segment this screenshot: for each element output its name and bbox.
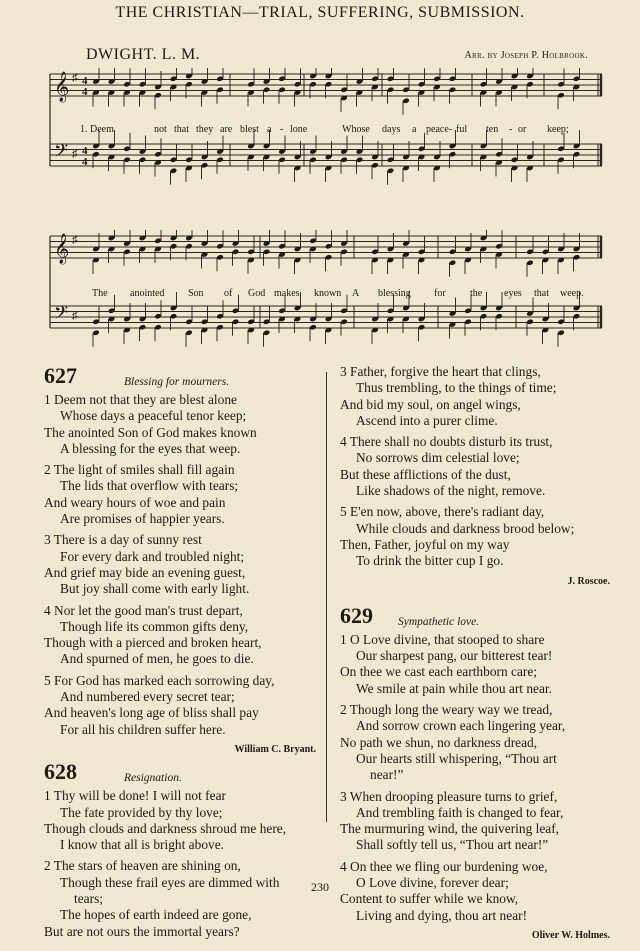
hymn-627 xyxy=(44,363,316,758)
lyric-syllable: the xyxy=(470,288,483,299)
lyric-syllable: known xyxy=(314,288,342,299)
hymn-title: Blessing for mourners. xyxy=(124,376,230,388)
stanza xyxy=(340,702,610,783)
stanza-line: We smile at pain while thou art near. xyxy=(356,680,553,696)
hymn-628 xyxy=(44,759,316,940)
lyric-syllable: makes xyxy=(274,288,300,299)
hymn-number: 629 xyxy=(340,602,373,628)
stanza-line: To drink the bitter cup I go. xyxy=(356,553,504,569)
stanza-line: Our sharpest pang, our bitterest tear! xyxy=(356,648,553,664)
sharp-icon: ♯ xyxy=(72,72,78,84)
stanza-line: 4 Nor let the good man's trust depart, xyxy=(44,602,243,618)
right-column xyxy=(340,364,610,944)
stanza-line: Like shadows of the night, remove. xyxy=(356,483,546,499)
tune-name: DWIGHT. L. M. xyxy=(86,46,201,63)
stanza-line: 1 Deem not that they are blest alone xyxy=(44,392,237,407)
lyric-syllable: that xyxy=(174,124,189,135)
lyric-syllable: blest xyxy=(240,124,259,135)
stanza-line: Shall softly tell us, “Thou art near!” xyxy=(356,837,549,853)
page-number: 230 xyxy=(311,880,329,894)
lyric-syllable: anointed xyxy=(130,288,165,299)
lyric-syllable: God xyxy=(248,288,266,299)
stanza-line: For every dark and troubled night; xyxy=(60,548,245,564)
stanza-line: The murmuring wind, the quivering leaf, xyxy=(340,821,560,837)
lyric-syllable: that xyxy=(534,288,549,299)
hymn-author: William C. Bryant. xyxy=(234,743,316,755)
stanza-line: 4 There shall no doubts disturb its trust, xyxy=(340,434,553,450)
stanza xyxy=(44,603,316,668)
sharp-icon: ♯ xyxy=(72,148,78,160)
lyric-syllable: Whose xyxy=(342,124,370,135)
stanza-line: The lids that overflow with tears; xyxy=(60,478,239,494)
stanza-line: Though clouds and darkness shroud me here, xyxy=(44,820,287,836)
stanza-line: And trembling faith is changed to fear, xyxy=(356,804,564,820)
lyric-syllable: The xyxy=(92,288,108,299)
bass-clef-icon: 𝄢 xyxy=(54,303,69,328)
stanza-line: But these afflictions of the dust, xyxy=(340,466,511,482)
music-system-2 xyxy=(46,230,606,360)
lyric-syllable: Son xyxy=(188,288,204,299)
stanza-line: O Love divine, forever dear; xyxy=(356,875,509,891)
lyric-syllable: ful xyxy=(456,124,468,135)
stanza-line: 3 Father, forgive the heart that clings, xyxy=(340,364,541,379)
stanza-line: And numbered every secret tear; xyxy=(60,689,235,705)
stanza-line: Are promises of happier years. xyxy=(60,511,225,527)
sharp-icon: ♯ xyxy=(72,234,78,246)
lyric-syllable: of xyxy=(224,288,233,299)
stanza-line: Whose days a peaceful tenor keep; xyxy=(60,408,247,424)
hymn-number: 627 xyxy=(44,363,77,388)
stanza-line: Thus trembling, to the things of time; xyxy=(356,380,557,396)
stanza xyxy=(44,462,316,527)
stanza-line: The hopes of earth indeed are gone, xyxy=(60,907,252,923)
stanza-line: The fate provided by thy love; xyxy=(60,804,223,820)
stanza xyxy=(44,392,316,457)
lyric-syllable: keep; xyxy=(547,124,569,135)
stanza-line: Though these frail eyes are dimmed with xyxy=(60,874,280,890)
bass-clef-icon: 𝄢 xyxy=(54,141,69,166)
stanza-line: On thee we cast each earthborn care; xyxy=(340,664,538,680)
stanza xyxy=(44,858,316,939)
stanza-line: 1 Thy will be done! I will not fear xyxy=(44,788,226,804)
hymn-title: Sympathetic love. xyxy=(398,615,480,628)
sharp-icon: ♯ xyxy=(72,310,78,322)
treble-clef-icon: 𝄞 xyxy=(54,234,70,264)
lyric-syllable: blessing xyxy=(378,288,411,299)
time-signature: 4 xyxy=(82,86,88,98)
stanza-line: No sorrows dim celestial love; xyxy=(356,450,520,466)
hymn-title: Resignation. xyxy=(124,772,182,785)
stanza-line: 2 Though long the weary way we tread, xyxy=(340,702,553,718)
stanza-line: Though with a pierced and broken heart, xyxy=(44,635,262,651)
stanza-line: 1 O Love divine, that stooped to share xyxy=(340,631,545,647)
lyric-syllable: 1. Deem xyxy=(80,124,114,135)
arranger-credit: Arr. by Joseph P. Holbrook. xyxy=(464,50,588,61)
stanza-line: I know that all is bright above. xyxy=(60,837,225,853)
stanza-line: And grief may bide an evening guest, xyxy=(44,564,246,580)
stanza-line: 4 On thee we fling our burdening woe, xyxy=(340,858,548,874)
time-signature: 4 xyxy=(82,75,88,87)
stanza-line: 5 For God has marked each sorrowing day, xyxy=(44,672,275,688)
stanza-line: And weary hours of woe and pain xyxy=(44,494,226,510)
stanza-line: Ascend into a purer clime. xyxy=(356,412,498,428)
hymn-author: J. Roscoe. xyxy=(567,575,610,587)
stanza-line: For all his children suffer here. xyxy=(60,721,226,737)
lyric-syllable: for xyxy=(434,288,446,299)
time-signature: 4 xyxy=(82,156,88,168)
stanza xyxy=(44,532,316,597)
lyric-syllable: days xyxy=(382,124,401,135)
stanza xyxy=(340,789,610,854)
stanza-line: The anointed Son of God makes known xyxy=(44,424,257,440)
lyric-syllable: not xyxy=(154,124,167,135)
column-divider xyxy=(326,372,327,822)
page-header: THE CHRISTIAN—TRIAL, SUFFERING, SUBMISSION. xyxy=(115,4,525,21)
stanza-line: But joy shall come with early light. xyxy=(60,581,250,597)
lyric-syllable: peace xyxy=(426,124,449,135)
lyric-syllable: A xyxy=(352,288,360,299)
treble-clef-icon: 𝄞 xyxy=(54,72,70,102)
stanza-line: No path we shun, no darkness dread, xyxy=(340,734,538,750)
music-system-1 xyxy=(46,68,606,198)
lyric-syllable: they xyxy=(196,124,214,135)
stanza-line: Our hearts still whispering, “Thou art xyxy=(356,750,557,766)
stanza-line: Content to suffer while we know, xyxy=(340,891,519,907)
stanza-line: 3 When drooping pleasure turns to grief, xyxy=(340,788,558,804)
lyric-syllable: eyes xyxy=(504,288,522,299)
lyric-syllable: a xyxy=(412,124,417,135)
left-column xyxy=(44,364,316,945)
lyric-syllable: lone xyxy=(290,124,308,135)
stanza xyxy=(44,673,316,738)
stanza-line: 2 The light of smiles shall fill again xyxy=(44,462,235,478)
staff-lines xyxy=(50,74,602,166)
stanza-line: Living and dying, thou art near! xyxy=(356,907,528,923)
stanza-line: A blessing for the eyes that weep. xyxy=(60,440,241,456)
lyric-syllable: ten xyxy=(486,124,499,135)
hymn-number: 628 xyxy=(44,759,77,785)
stanza-line: Though life its common gifts deny, xyxy=(60,618,249,634)
stanza-line: near!” xyxy=(370,767,404,783)
stanza-line: And heaven's long age of bliss shall pay xyxy=(44,705,259,721)
stanza xyxy=(340,434,610,499)
lyric-syllable: are xyxy=(220,124,233,135)
tune-info xyxy=(86,46,588,66)
lyric-syllable: or xyxy=(518,124,527,135)
stanza-line: 2 The stars of heaven are shining on, xyxy=(44,858,241,874)
stanza-line: 5 E'en now, above, there's radiant day, xyxy=(340,504,545,520)
lyric-syllable: - xyxy=(280,124,284,135)
stanza-line: And sorrow crown each lingering year, xyxy=(356,718,566,734)
stanza xyxy=(340,364,610,429)
staff-lines xyxy=(50,236,602,328)
lyric-syllable: - xyxy=(449,124,453,135)
lyric-syllable: weep. xyxy=(560,288,584,299)
stanza-line: And bid my soul, on angel wings, xyxy=(340,396,521,412)
hymn-author: Oliver W. Holmes. xyxy=(531,929,610,941)
stanza-line: And spurned of men, he goes to die. xyxy=(60,651,254,667)
stanza-line: While clouds and darkness brood below; xyxy=(356,520,575,536)
stanza-line: But are not ours the immortal years? xyxy=(44,923,240,939)
stanza xyxy=(340,632,610,697)
stanza xyxy=(340,504,610,569)
lyric-syllable: - xyxy=(509,124,513,135)
lyric-syllable: a xyxy=(267,124,272,135)
stanza-line: Then, Father, joyful on my way xyxy=(340,536,510,552)
stanza-line: tears; xyxy=(74,891,103,907)
time-signature: 4 xyxy=(82,145,88,157)
stanza xyxy=(44,788,316,853)
stanza-line: 3 There is a day of sunny rest xyxy=(44,532,202,548)
